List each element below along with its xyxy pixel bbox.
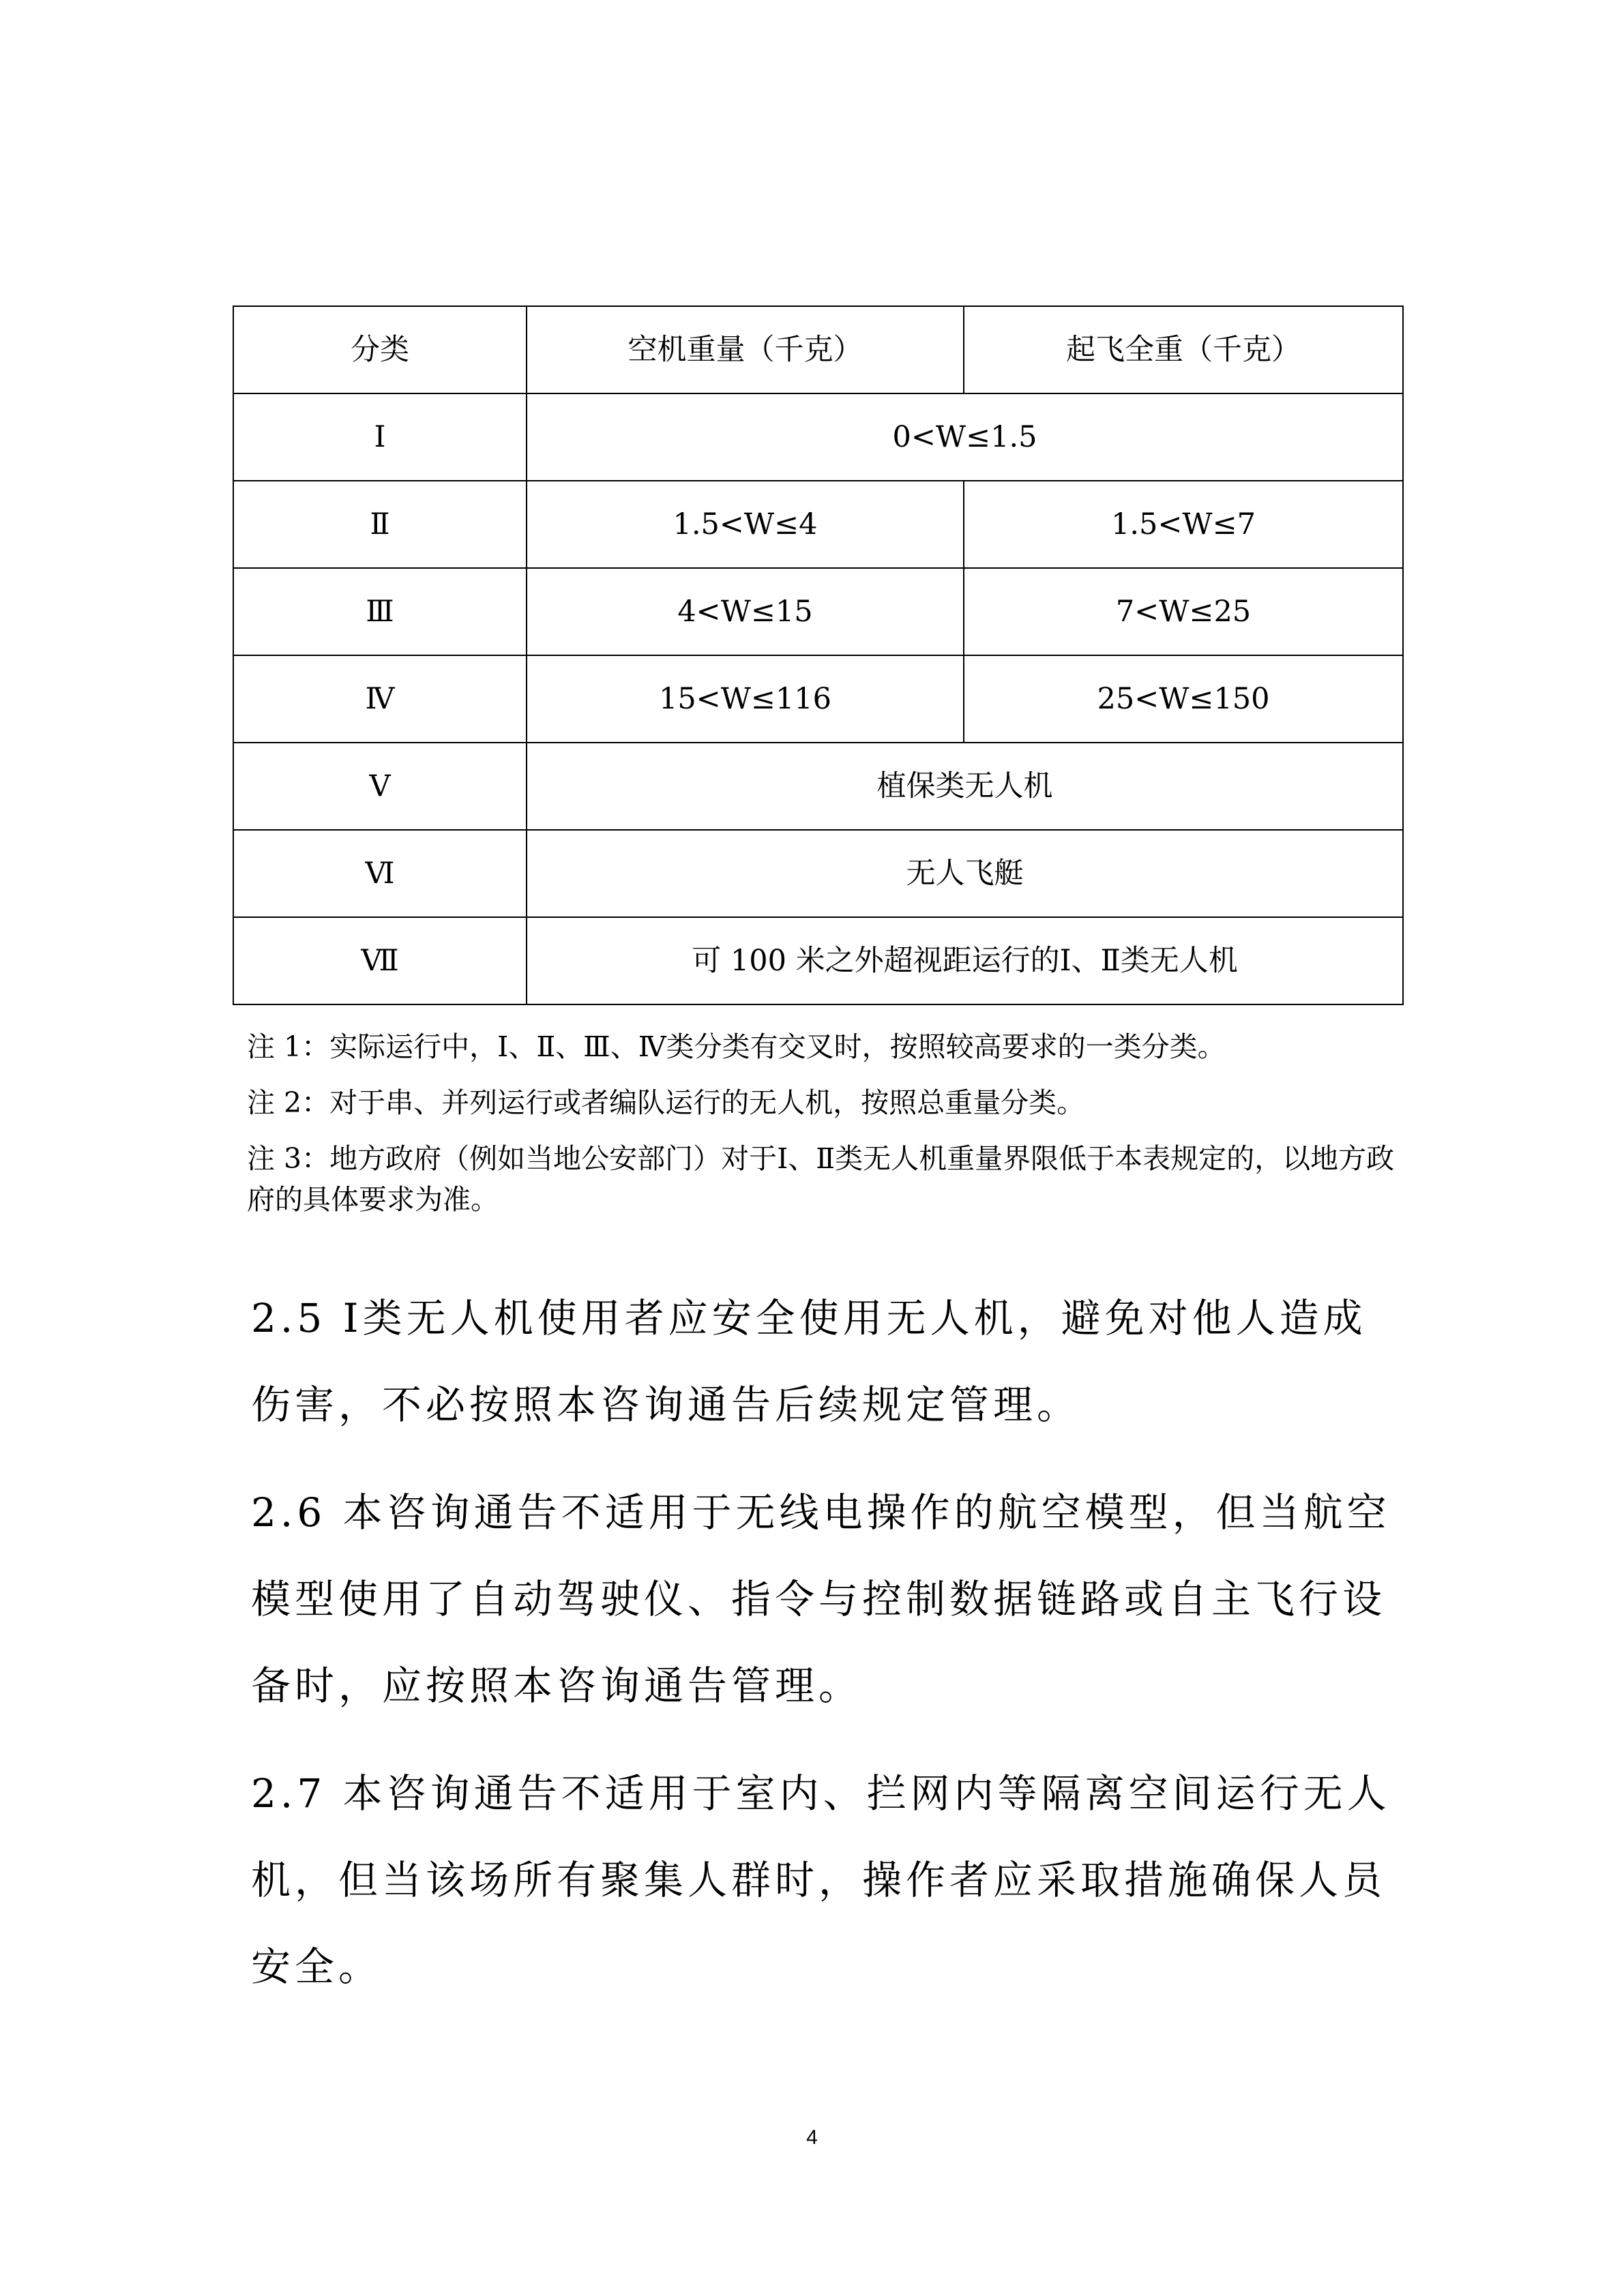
table-row bbox=[233, 393, 1403, 481]
paragraph-2-7: 2.7 本咨询通告不适用于室内、拦网内等隔离空间运行无人机，但当该场所有聚集人群时，操作者应采取措施确保人员安全。 bbox=[251, 1770, 1391, 1990]
table-row bbox=[233, 655, 1403, 743]
table-row bbox=[233, 830, 1403, 917]
empty-weight-cell: 4<W≤15 bbox=[527, 568, 964, 655]
class-cell: Ⅰ bbox=[233, 393, 527, 481]
paragraph-2-6: 2.6 本咨询通告不适用于无线电操作的航空模型，但当航空模型使用了自动驾驶仪、指令与控制数据链路或自主飞行设备时，应按照本咨询通告管理。 bbox=[251, 1489, 1391, 1709]
table-row bbox=[233, 481, 1403, 568]
class-cell: Ⅴ bbox=[233, 743, 527, 830]
class-cell: Ⅶ bbox=[233, 917, 527, 1004]
page-number: 4 bbox=[806, 2126, 818, 2149]
header-class: 分类 bbox=[233, 306, 527, 393]
empty-weight-cell: 1.5<W≤4 bbox=[527, 481, 964, 568]
class-cell: Ⅱ bbox=[233, 481, 527, 568]
note-3: 注 3：地方政府（例如当地公安部门）对于Ⅰ、Ⅱ类无人机重量界限低于本表规定的，以地方政府的具体要求为准。 bbox=[247, 1142, 1395, 1216]
paragraph-2-5: 2.5 Ⅰ类无人机使用者应安全使用无人机，避免对他人造成伤害，不必按照本咨询通告后续规定管理。 bbox=[251, 1295, 1367, 1428]
header-empty-weight: 空机重量（千克） bbox=[527, 306, 964, 393]
takeoff-weight-cell: 25<W≤150 bbox=[964, 655, 1403, 743]
empty-weight-cell: 15<W≤116 bbox=[527, 655, 964, 743]
table-row bbox=[233, 743, 1403, 830]
note-1: 注 1：实际运行中，Ⅰ、Ⅱ、Ⅲ、Ⅳ类分类有交叉时，按照较高要求的一类分类。 bbox=[247, 1030, 1226, 1063]
class-description-cell: 可 100 米之外超视距运行的Ⅰ、Ⅱ类无人机 bbox=[527, 917, 1403, 1004]
takeoff-weight-cell: 7<W≤25 bbox=[964, 568, 1403, 655]
class-cell: Ⅲ bbox=[233, 568, 527, 655]
uav-classification-table bbox=[233, 305, 1404, 1005]
weight-range-cell: 0<W≤1.5 bbox=[527, 393, 1403, 481]
class-description-cell: 无人飞艇 bbox=[527, 830, 1403, 917]
takeoff-weight-cell: 1.5<W≤7 bbox=[964, 481, 1403, 568]
class-description-cell: 植保类无人机 bbox=[527, 743, 1403, 830]
table-row bbox=[233, 568, 1403, 655]
table-notes bbox=[247, 1026, 1406, 1235]
header-takeoff-weight: 起飞全重（千克） bbox=[964, 306, 1403, 393]
class-cell: Ⅳ bbox=[233, 655, 527, 743]
class-cell: Ⅵ bbox=[233, 830, 527, 917]
table-row bbox=[233, 917, 1403, 1004]
note-2: 注 2：对于串、并列运行或者编队运行的无人机，按照总重量分类。 bbox=[247, 1086, 1085, 1119]
table-header-row bbox=[233, 306, 1403, 393]
body-text bbox=[251, 1275, 1404, 2031]
